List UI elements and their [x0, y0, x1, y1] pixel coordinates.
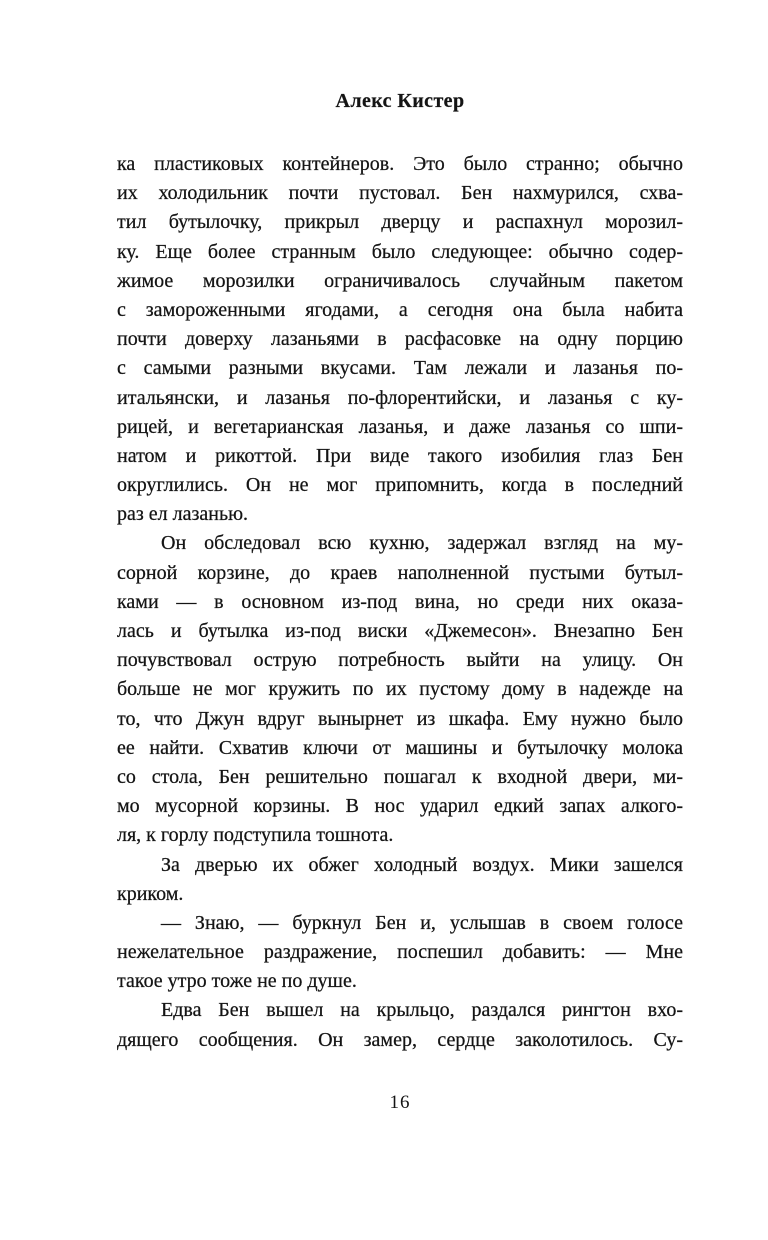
text-line: с замороженными ягодами, а сегодня она была набита: [117, 298, 683, 321]
text-line: ку. Еще более странным было следующее: обычно содер-: [117, 240, 683, 263]
text-line: такое утро тоже не по душе.: [117, 970, 357, 993]
text-line: натом и рикоттой. При виде такого изобилия глаз Бен: [117, 444, 683, 467]
text-line: больше не мог кружить по их пустому дому в надежде на: [117, 678, 683, 701]
body-text-block: [117, 150, 683, 1055]
text-line: лась и бутылка из-под виски «Джемесон». Внезапно Бен: [117, 620, 683, 642]
page-number: 16: [389, 1092, 411, 1113]
text-line: тил бутылочку, прикрыл дверцу и распахнул морозил-: [117, 211, 683, 234]
text-line: почувствовал острую потребность выйти на улицу. Он: [117, 649, 683, 672]
text-line: с самыми разными вкусами. Там лежали и лазанья по-: [117, 357, 683, 380]
text-line: ля, к горлу подступила тошнота.: [117, 824, 394, 847]
text-line: итальянски, и лазанья по-флорентийски, и лазанья с ку-: [117, 386, 683, 409]
text-line: рицей, и вегетарианская лазанья, и даже лазанья со шпи-: [117, 415, 683, 438]
text-line: дящего сообщения. Он замер, сердце заколотилось. Су-: [117, 1028, 683, 1051]
text-line: Едва Бен вышел на крыльцо, раздался рингтон вхо-: [161, 999, 683, 1022]
running-header: Алекс Кистер: [335, 90, 465, 112]
text-line: их холодильник почти пустовал. Бен нахмурился, схва-: [117, 182, 683, 205]
text-line: криком.: [117, 882, 184, 905]
text-line: жимое морозилки ограничивалось случайным пакетом: [117, 269, 683, 292]
text-line: сорной корзине, до краев наполненной пустыми бутыл-: [117, 561, 683, 584]
text-line: Он обследовал всю кухню, задержал взгляд на му-: [161, 532, 683, 555]
text-line: раз ел лазанью.: [117, 503, 249, 526]
text-line: мо мусорной корзины. В нос ударил едкий запах алкого-: [117, 795, 683, 818]
text-line: округлились. Он не мог припомнить, когда в последний: [117, 474, 683, 497]
text-line: ками — в основном из-под вина, но среди них оказа-: [117, 590, 683, 613]
text-line: ее найти. Схватив ключи от машины и бутылочку молока: [117, 736, 683, 759]
text-line: почти доверху лазаньями в расфасовке на одну порцию: [117, 328, 683, 351]
text-line: За дверью их обжег холодный воздух. Мики зашелся: [161, 853, 683, 876]
text-line: то, что Джун вдруг вынырнет из шкафа. Ему нужно было: [117, 707, 683, 730]
text-line: ка пластиковых контейнеров. Это было странно; обычно: [117, 153, 683, 175]
text-line: — Знаю, — буркнул Бен и, услышав в своем голосе: [161, 911, 683, 934]
text-line: со стола, Бен решительно пошагал к входной двери, ми-: [117, 765, 683, 788]
text-line: нежелательное раздражение, поспешил добавить: — Мне: [117, 941, 683, 964]
